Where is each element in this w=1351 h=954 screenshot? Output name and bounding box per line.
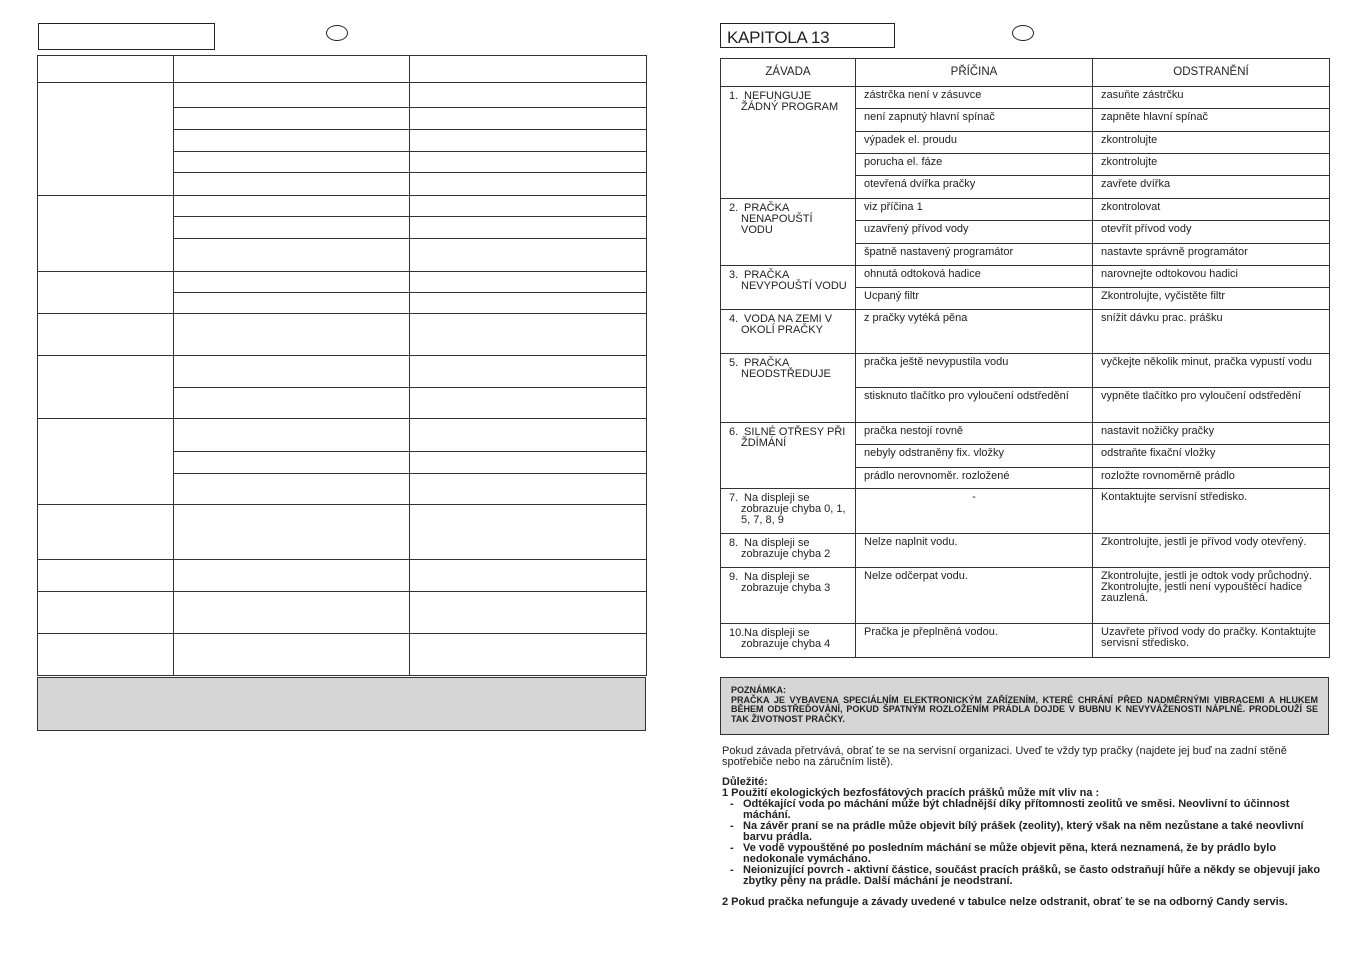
- fault-label: Na displeji se zobrazuje chyba 3: [741, 571, 831, 594]
- bullet-dash: -: [730, 798, 734, 810]
- fault-cell: [721, 310, 856, 354]
- remedy-cell: Zkontrolujte, jestli je přívod vody otevřený.: [1093, 534, 1330, 568]
- remedy-cell: odstraňte fixační vložky: [1093, 445, 1330, 468]
- important-item-text: Odtékající voda po máchání může být chladnější díky přítomnosti zeolitů ve směsi. Neovlivní to účinnost máchání.: [743, 798, 1290, 821]
- fault-number: 1.: [729, 90, 739, 102]
- fault-label: Na displeji se zobrazuje chyba 2: [741, 537, 831, 560]
- table-row: [721, 568, 1330, 624]
- important-point-1: 1 Použití ekologických bezfosfátových pracích prášků může mít vliv na :: [722, 787, 1100, 799]
- table-row: [721, 266, 1330, 288]
- cause-cell: Nelze naplnit vodu.: [856, 534, 1093, 568]
- fault-number: 5.: [729, 357, 739, 369]
- header-fault: ZÁVADA: [721, 59, 856, 87]
- fault-cell: [721, 354, 856, 423]
- cause-cell: pračka ještě nevypustila vodu: [856, 354, 1093, 388]
- fault-label: Na displeji se zobrazuje chyba 4: [741, 627, 831, 650]
- fault-label: SILNÉ OTŘESY PŘI ŽDÍMÁNÍ: [741, 426, 846, 449]
- cause-cell: otevřená dvířka pračky: [856, 176, 1093, 199]
- remedy-cell: Zkontrolujte, jestli je odtok vody průchodný. Zkontrolujte, jestli není vypouštěcí hadice zauzlená.: [1093, 568, 1330, 624]
- table-row: [721, 199, 1330, 221]
- cause-cell: výpadek el. proudu: [856, 132, 1093, 154]
- bullet-dash: -: [730, 842, 734, 854]
- important-item: [722, 799, 1330, 821]
- left-language-oval: [326, 25, 348, 41]
- fault-cell: [721, 568, 856, 624]
- fault-number: 4.: [729, 313, 739, 325]
- table-row: [721, 87, 1330, 109]
- fault-label: PRAČKA NENAPOUŠTÍ VODU: [741, 202, 813, 236]
- important-item: [722, 843, 1330, 865]
- note-text: PRAČKA JE VYBAVENA SPECIÁLNÍM ELEKTRONICKÝM ZAŘÍZENÍM, KTERÉ CHRÁNÍ PŘED NADMĚRNÝMI VIBRACEMI A HLUKEM BĚHEM ODSTŘEĎOVÁNÍ, POKUD ŠPATNÝM ROZLOŽENÍM PRÁDLA DOJDE V BUBNU K NEVYVÁŽENOSTI NÁPLNĚ. PRODLOUŽÍ SE TAK ŽIVOTNOST PRAČKY.: [731, 694, 1318, 724]
- header-remedy: ODSTRANĚNÍ: [1093, 59, 1330, 87]
- remedy-cell: zkontrolujte: [1093, 154, 1330, 176]
- note-heading: POZNÁMKA:: [731, 685, 786, 695]
- remedy-cell: nastavte správně programátor: [1093, 244, 1330, 266]
- chapter-title: KAPITOLA 13: [720, 23, 895, 48]
- fault-number: 3.: [729, 269, 739, 281]
- left-empty-table: [37, 55, 647, 676]
- table-row: [721, 624, 1330, 658]
- cause-cell: uzavřený přívod vody: [856, 221, 1093, 244]
- cause-cell: není zapnutý hlavní spínač: [856, 109, 1093, 132]
- table-row: [721, 423, 1330, 445]
- cause-cell: prádlo nerovnoměr. rozložené: [856, 468, 1093, 489]
- remedy-cell: nastavit nožičky pračky: [1093, 423, 1330, 445]
- cause-cell: stisknuto tlačítko pro vyloučení odstředění: [856, 388, 1093, 423]
- fault-label: VODA NA ZEMI V OKOLÍ PRAČKY: [741, 313, 833, 336]
- cause-cell: Ucpaný filtr: [856, 288, 1093, 310]
- remedy-cell: otevřít přívod vody: [1093, 221, 1330, 244]
- header-cause: PŘÍČINA: [856, 59, 1093, 87]
- important-items: [722, 799, 1330, 887]
- fault-label: PRAČKA NEODSTŘEDUJE: [741, 357, 831, 380]
- cause-cell: porucha el. fáze: [856, 154, 1093, 176]
- important-item-text: Na závěr praní se na prádle může objevit bílý prášek (zeolity), který však na něm nezůstane a také neovlivní barvu prádla.: [743, 820, 1304, 843]
- table-body: [721, 87, 1330, 658]
- remedy-cell: vyčkejte několik minut, pračka vypustí vodu: [1093, 354, 1330, 388]
- left-title-box: [38, 23, 215, 50]
- cause-cell: ohnutá odtoková hadice: [856, 266, 1093, 288]
- fault-number: 10.: [729, 627, 745, 639]
- important-heading: Důležité:: [722, 776, 768, 788]
- fault-cell: [721, 266, 856, 310]
- fault-cell: [721, 489, 856, 534]
- cause-cell: Nelze odčerpat vodu.: [856, 568, 1093, 624]
- remedy-cell: zapněte hlavní spínač: [1093, 109, 1330, 132]
- remedy-cell: zasuňte zástrčku: [1093, 87, 1330, 109]
- cause-cell: -: [856, 489, 1093, 534]
- fault-number: 8.: [729, 537, 739, 549]
- remedy-cell: rozložte rovnoměrně prádlo: [1093, 468, 1330, 489]
- remedy-cell: Zkontrolujte, vyčistěte filtr: [1093, 288, 1330, 310]
- fault-number: 6.: [729, 426, 739, 438]
- important-point-2: 2 Pokud pračka nefunguje a závady uvedené v tabulce nelze odstranit, obrať te se na odborný Candy servis.: [722, 896, 1288, 908]
- cause-cell: viz příčina 1: [856, 199, 1093, 221]
- remedy-cell: snížit dávku prac. prášku: [1093, 310, 1330, 354]
- important-item: [722, 821, 1330, 843]
- fault-cell: [721, 624, 856, 658]
- table-row: [721, 489, 1330, 534]
- bullet-dash: -: [730, 820, 734, 832]
- bullet-dash: -: [730, 864, 734, 876]
- important-item-text: Neionizující povrch - aktivní částice, součást pracích prášků, se často odstraňují hůře a někdy se objevují jako zbytky pěny na prádle. Další máchání je neodstraní.: [743, 864, 1321, 887]
- remedy-cell: Kontaktujte servisní středisko.: [1093, 489, 1330, 534]
- fault-cell: [721, 423, 856, 489]
- fault-number: 9.: [729, 571, 739, 583]
- troubleshooting-table: [720, 58, 1330, 658]
- cause-cell: z pračky vytéká pěna: [856, 310, 1093, 354]
- important-section: [722, 777, 1330, 887]
- remedy-cell: Uzavřete přívod vody do pračky. Kontaktujte servisní středisko.: [1093, 624, 1330, 658]
- right-language-oval: [1012, 25, 1034, 41]
- fault-cell: [721, 534, 856, 568]
- cause-cell: zástrčka není v zásuvce: [856, 87, 1093, 109]
- fault-number: 2.: [729, 202, 739, 214]
- remedy-cell: zavřete dvířka: [1093, 176, 1330, 199]
- note-box: [720, 677, 1329, 735]
- remedy-cell: zkontrolovat: [1093, 199, 1330, 221]
- cause-cell: pračka nestojí rovně: [856, 423, 1093, 445]
- table-row: [721, 310, 1330, 354]
- service-paragraph: Pokud závada přetrvává, obrať te se na servisní organizaci. Uveď te vždy typ pračky (najdete jej buď na zadní stěně spotřebiče nebo na záručním listě).: [722, 745, 1287, 768]
- cause-cell: nebyly odstraněny fix. vložky: [856, 445, 1093, 468]
- fault-label: PRAČKA NEVYPOUŠTÍ VODU: [741, 269, 847, 292]
- important-item-text: Ve vodě vypouštěné po posledním máchání se může objevit pěna, která neznamená, že by prádlo bylo nedokonale vymácháno.: [743, 842, 1277, 865]
- cause-cell: Pračka je přeplněná vodou.: [856, 624, 1093, 658]
- left-note-box: [37, 677, 646, 731]
- table-row: [721, 534, 1330, 568]
- fault-cell: [721, 199, 856, 266]
- fault-number: 7.: [729, 492, 739, 504]
- remedy-cell: vypněte tlačítko pro vyloučení odstředění: [1093, 388, 1330, 423]
- table-row: [721, 354, 1330, 388]
- important-item: [722, 865, 1330, 887]
- remedy-cell: zkontrolujte: [1093, 132, 1330, 154]
- fault-label: NEFUNGUJE ŽÁDNÝ PROGRAM: [741, 90, 839, 113]
- cause-cell: špatně nastavený programátor: [856, 244, 1093, 266]
- fault-cell: [721, 87, 856, 199]
- fault-label: Na displeji se zobrazuje chyba 0, 1, 5, 7, 8, 9: [741, 492, 846, 526]
- remedy-cell: narovnejte odtokovou hadici: [1093, 266, 1330, 288]
